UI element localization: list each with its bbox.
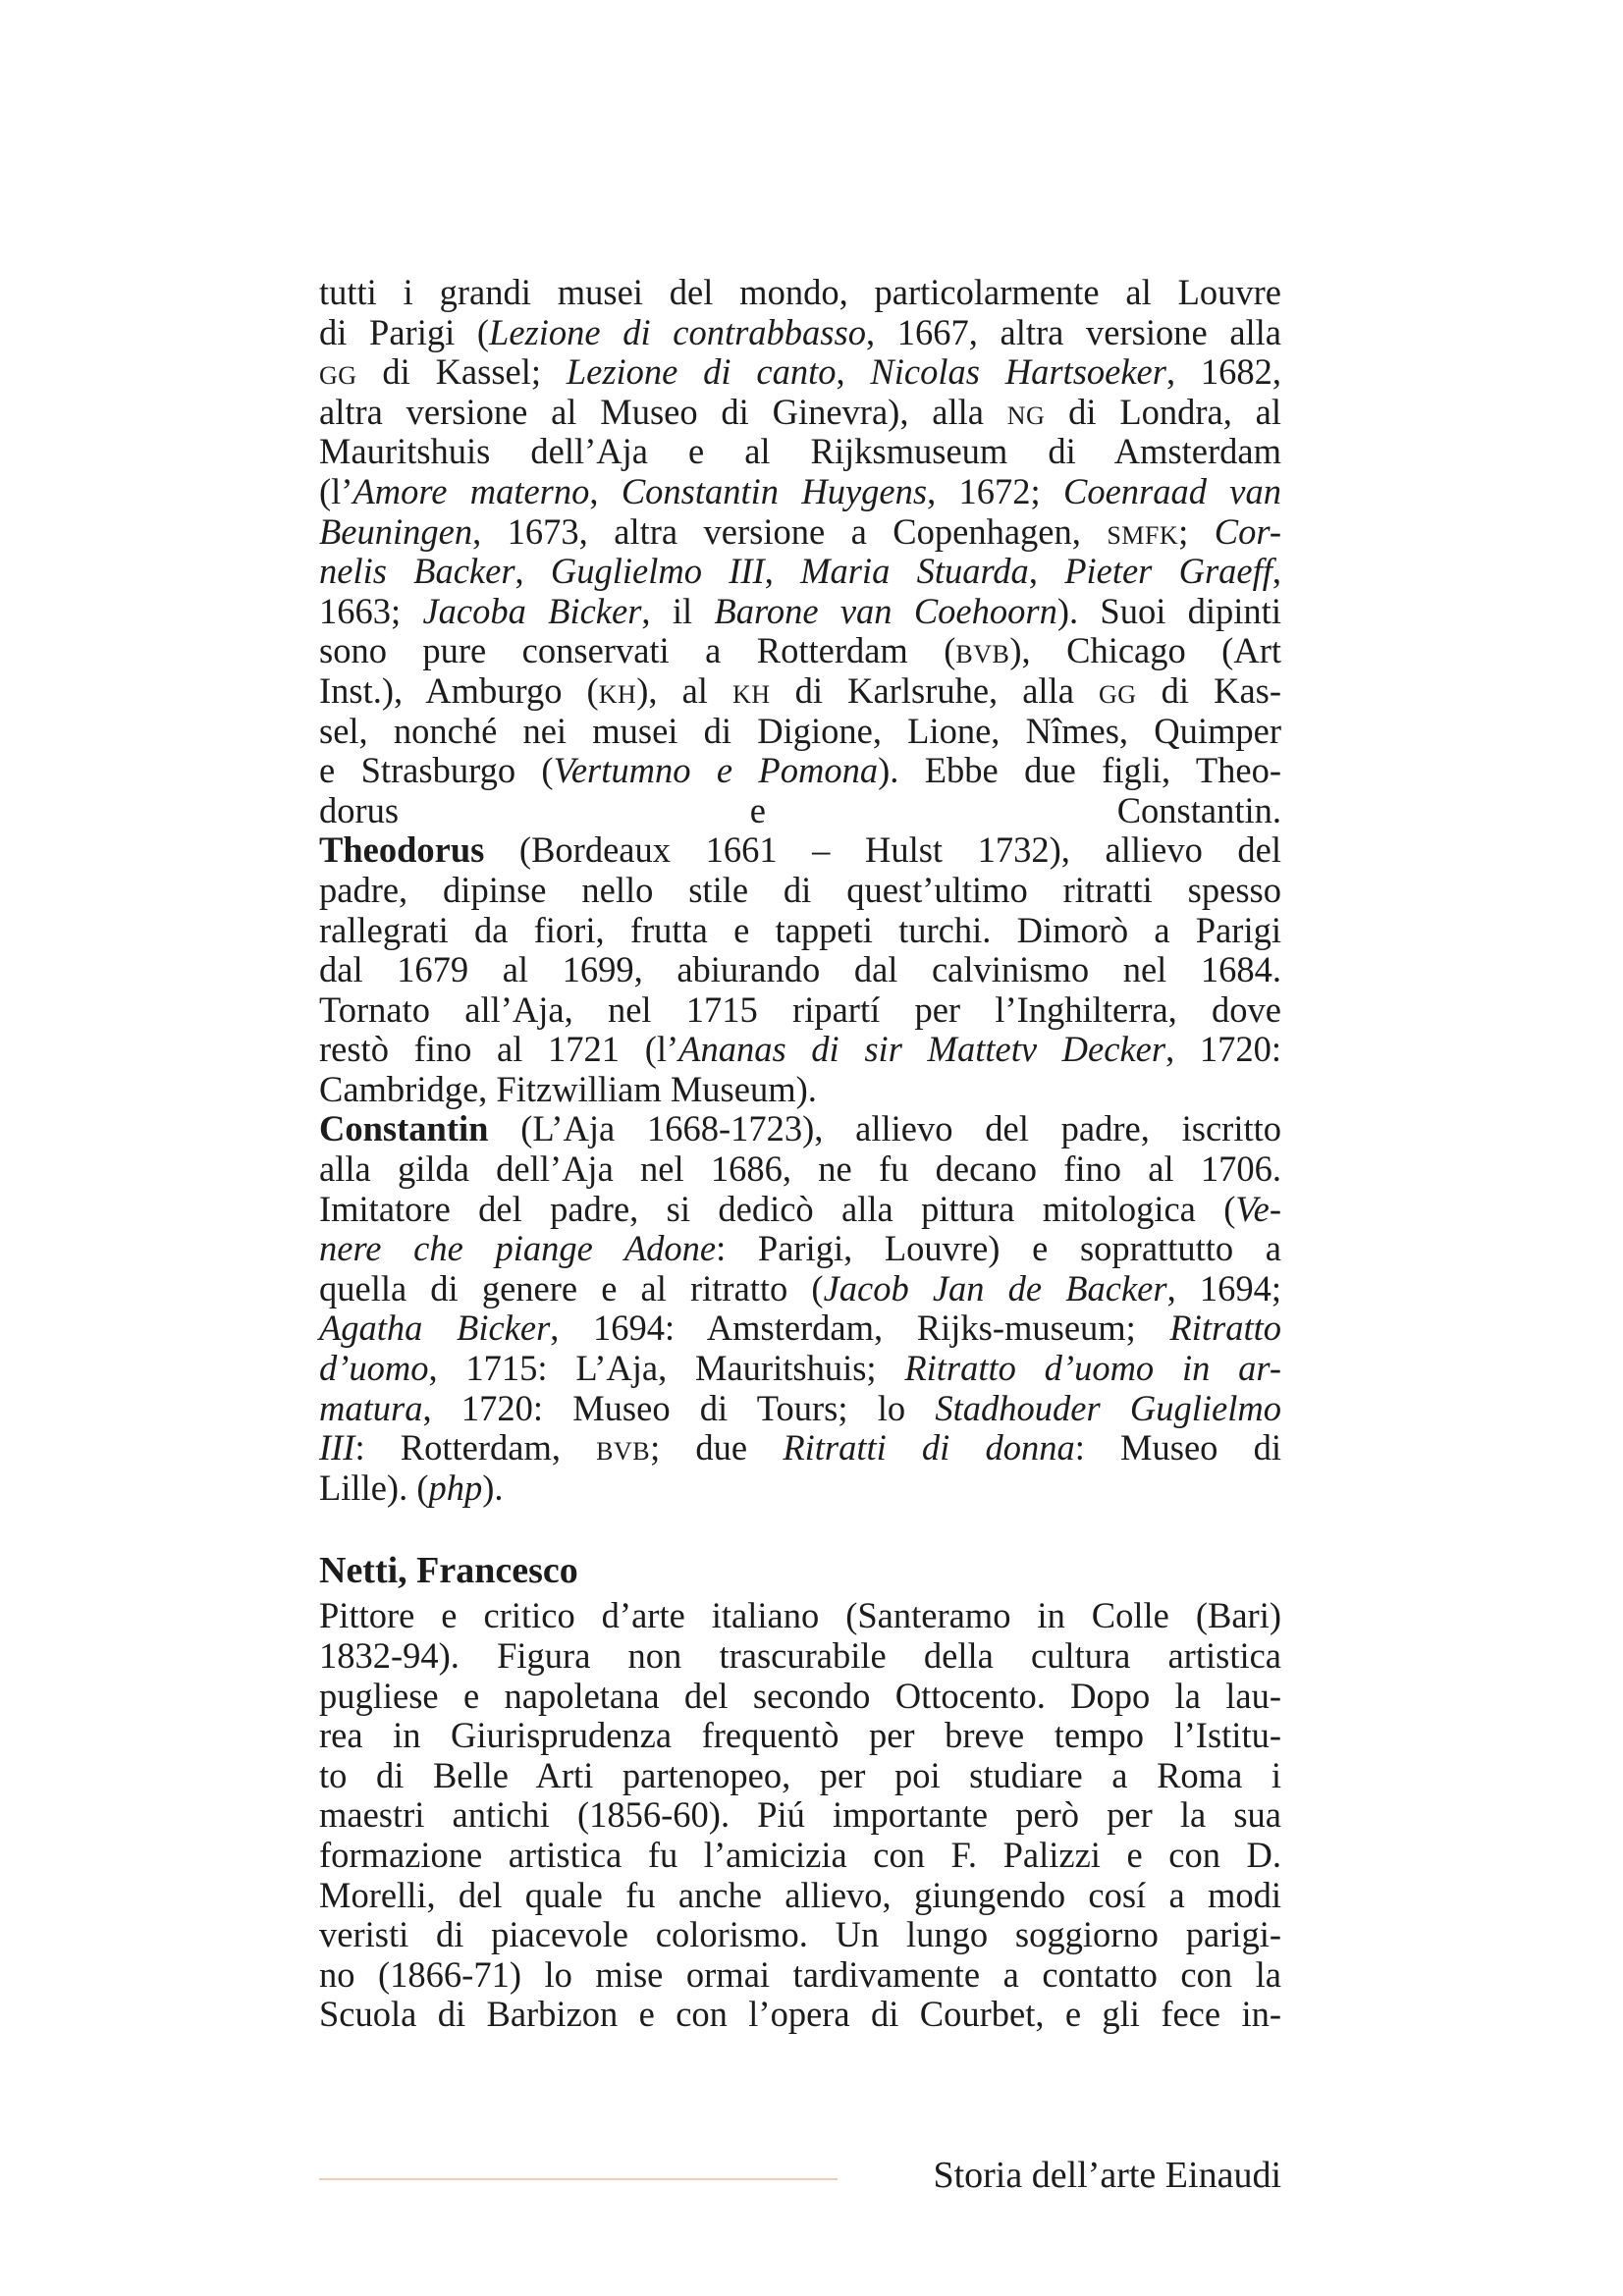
text-run: formazione artistica fu l’amicizia con F. Palizzi e con D. [319, 1834, 1281, 1875]
entry-heading: Netti, Francesco [319, 1550, 578, 1592]
text-run: padre, dipinse nello stile di quest’ultimo ritratti spesso [319, 869, 1281, 910]
text-line [319, 1109, 1281, 1149]
abbreviation: gg [1098, 669, 1137, 711]
text-line [319, 871, 1281, 911]
text-run: e Strasburgo ( [319, 750, 554, 791]
text-run: dal 1679 al 1699, abiurando dal calvinismo nel 1684. [319, 949, 1281, 990]
text-run: veristi di piacevole colorismo. Un lungo soggiorno parigi- [319, 1914, 1281, 1955]
italic-title: Jacoba Bicker [422, 590, 642, 631]
text-run: : Museo di [1074, 1427, 1281, 1468]
text-line [319, 273, 1281, 313]
italic-title: Constantin Huygens [621, 470, 928, 511]
text-run: Cambridge, Fitzwilliam Museum). [319, 1068, 817, 1109]
text-line [319, 313, 1281, 353]
text-run: , 1715: L’Aja, Mauritshuis; [428, 1348, 905, 1389]
text-run: pugliese e napoletana del secondo Ottocento. Dopo la lau- [319, 1675, 1281, 1716]
text-line [319, 990, 1281, 1031]
text-line [319, 432, 1281, 472]
text-line [319, 592, 1281, 632]
text-run: di Kassel; [356, 351, 567, 393]
text-run: , [1028, 551, 1065, 592]
abbreviation: gg [319, 351, 357, 393]
italic-title: Nicolas Hartsoeker [870, 351, 1166, 393]
text-run: sel, nonché nei musei di Digione, Lione, Nîmes, Quimper [319, 710, 1281, 751]
text-line [319, 712, 1281, 752]
text-run: to di Belle Arti partenopeo, per poi studiare a Roma i [319, 1754, 1281, 1795]
text-run: , [836, 351, 871, 393]
text-run: rea in Giurisprudenza frequentò per breve tempo l’Istitu- [319, 1715, 1281, 1756]
italic-title: Ananas di sir Mattetv Decker [678, 1029, 1166, 1070]
text-line [319, 1836, 1281, 1876]
text-line [319, 472, 1281, 512]
text-run: alla gilda dell’Aja nel 1686, ne fu decano fino al 1706. [319, 1148, 1281, 1190]
text-line [319, 751, 1281, 791]
abbreviation: ng [1006, 391, 1046, 432]
italic-title: nelis Backer [319, 551, 515, 592]
text-line [319, 1468, 1281, 1509]
text-line [319, 1190, 1281, 1230]
abbreviation: kh [732, 669, 771, 711]
abbreviation: bvb [596, 1427, 651, 1468]
text-run: Inst.), Amburgo ( [319, 669, 599, 711]
italic-title: Jacob Jan de Backer [823, 1267, 1167, 1308]
text-run: sono pure conservati a Rotterdam ( [319, 630, 956, 671]
italic-title: Guglielmo III [550, 551, 765, 592]
text-line [319, 791, 1281, 831]
italic-title: Ve- [1235, 1188, 1281, 1229]
text-line [319, 352, 1281, 393]
text-run: ), Chicago (Art [1009, 630, 1281, 671]
text-run: quella di genere e al ritratto ( [319, 1267, 824, 1308]
text-run: : Rotterdam, [354, 1427, 597, 1468]
text-run: , 1667, altra versione alla [865, 311, 1281, 352]
text-run: maestri antichi (1856-60). Piú importante però per la sua [319, 1794, 1281, 1836]
text-run: dorus e Constantin. [319, 789, 1281, 830]
text-line [319, 1428, 1281, 1468]
italic-title: nere che piange Adone [319, 1228, 717, 1269]
text-line [319, 950, 1281, 990]
text-run: Tornato all’Aja, nel 1715 ripartí per l’Inghilterra, dove [319, 988, 1281, 1030]
text-line [319, 1677, 1281, 1717]
text-run: , 1694: Amsterdam, Rijks-museum; [550, 1308, 1170, 1349]
text-run: Mauritshuis dell’Aja e al Rijksmuseum di Amsterdam [319, 431, 1281, 472]
text-run: di Kas- [1136, 669, 1281, 711]
text-run: ). Suoi dipinti [1056, 590, 1281, 631]
text-run: ; due [650, 1427, 784, 1468]
text-run: , [589, 470, 622, 511]
italic-title: Agatha Bicker [319, 1308, 551, 1349]
italic-title: Ritratto [1169, 1308, 1281, 1349]
text-run: , 1672; [927, 470, 1063, 511]
text-run: , 1673, altra versione a Copenhagen, [472, 510, 1108, 552]
italic-title: Beuningen [319, 510, 473, 552]
text-line [319, 1915, 1281, 1955]
netti-entry [319, 1596, 1281, 2035]
text-line [319, 1269, 1281, 1309]
text-run: tutti i grandi musei del mondo, particolarmente al Louvre [319, 272, 1281, 312]
footer-title: Storia dell’arte Einaudi [933, 2155, 1281, 2196]
text-line [319, 1596, 1281, 1636]
italic-title: php [428, 1467, 483, 1508]
text-line [319, 830, 1281, 871]
text-line [319, 1349, 1281, 1389]
abbreviation: smfk [1107, 510, 1179, 552]
text-run: , 1720: Museo di Tours; lo [422, 1387, 936, 1428]
text-run: Imitatore del padre, si dedicò alla pittura mitologica ( [319, 1188, 1236, 1229]
text-run: , 1694; [1166, 1267, 1281, 1308]
text-line [319, 552, 1281, 592]
constantin-entry [319, 1109, 1281, 1508]
text-line [319, 393, 1281, 433]
italic-title: Stadhouder Guglielmo [935, 1387, 1281, 1428]
text-line [319, 1149, 1281, 1190]
page-footer [319, 2152, 1281, 2201]
text-line [319, 671, 1281, 712]
text-run: , [514, 551, 551, 592]
text-run: di Londra, al [1045, 391, 1281, 432]
text-run: Morelli, del quale fu anche allievo, giungendo cosí a modi [319, 1874, 1281, 1915]
text-line [319, 1876, 1281, 1916]
text-run: altra versione al Museo di Ginevra), alla [319, 391, 1007, 432]
italic-title: Lezione di canto [566, 351, 837, 393]
page-body [319, 273, 1281, 2035]
entry-name: Theodorus [319, 829, 485, 871]
text-run: (l’ [319, 470, 353, 511]
italic-title: III [319, 1427, 355, 1468]
text-line [319, 631, 1281, 671]
italic-title: Vertumno e Pomona [553, 750, 879, 791]
entry-continuation [319, 273, 1281, 830]
text-run: di Karlsruhe, alla [770, 669, 1099, 711]
text-line [319, 1716, 1281, 1756]
text-line [319, 1389, 1281, 1429]
text-run: , 1682, [1165, 351, 1282, 393]
text-run: , 1720: [1165, 1029, 1281, 1070]
text-run: restò fino al 1721 (l’ [319, 1029, 679, 1070]
italic-title: Maria Stuarda [800, 551, 1029, 592]
text-run: Pittore e critico d’arte italiano (Santeramo in Colle (Bari) [319, 1595, 1281, 1636]
text-run: ). [482, 1467, 504, 1508]
text-run: ), al [636, 669, 733, 711]
italic-title: Ritratto d’uomo in ar- [904, 1348, 1281, 1389]
text-line [319, 1229, 1281, 1269]
text-run: : Parigi, Louvre) e soprattutto a [716, 1228, 1281, 1269]
italic-title: Amore materno [352, 470, 590, 511]
text-run: , [1271, 551, 1282, 592]
text-run: ). Ebbe due figli, Theo- [878, 750, 1281, 791]
text-line [319, 1070, 1281, 1110]
text-run: Scuola di Barbizon e con l’opera di Courbet, e gli fece in- [319, 1994, 1281, 2035]
text-run: Lille). ( [319, 1467, 429, 1508]
text-run: rallegrati da fiori, frutta e tappeti turchi. Dimorò a Parigi [319, 909, 1281, 950]
text-line [319, 911, 1281, 951]
italic-title: Coenraad van [1062, 470, 1281, 511]
entry-name: Constantin [319, 1108, 489, 1149]
text-run: 1663; [319, 590, 423, 631]
text-run: , il [641, 590, 715, 631]
text-line [319, 1030, 1281, 1070]
text-line [319, 1795, 1281, 1836]
abbreviation: kh [598, 669, 637, 711]
italic-title: matura [319, 1387, 423, 1428]
text-line [319, 512, 1281, 553]
italic-title: Lezione di contrabbasso [489, 311, 866, 352]
text-line [319, 1756, 1281, 1796]
text-line [319, 1636, 1281, 1677]
abbreviation: bvb [955, 630, 1010, 671]
text-line [319, 1995, 1281, 2035]
italic-title: Cor- [1214, 510, 1281, 552]
italic-title: Pieter Graeff [1064, 551, 1272, 592]
text-line [319, 1955, 1281, 1996]
text-run: (Bordeaux 1661 – Hulst 1732), allievo del [484, 829, 1281, 871]
italic-title: Ritratti di donna [783, 1427, 1075, 1468]
italic-title: Barone van Coehoorn [714, 590, 1057, 631]
text-run: di Parigi ( [319, 311, 490, 352]
italic-title: d’uomo [319, 1348, 429, 1389]
text-run: ; [1178, 510, 1215, 552]
text-line [319, 1308, 1281, 1349]
text-run: (L’Aja 1668-1723), allievo del padre, iscritto [488, 1108, 1281, 1149]
text-run: , [764, 551, 801, 592]
text-run: no (1866-71) lo mise ormai tardivamente a contatto con la [319, 1953, 1281, 1995]
theodorus-entry [319, 830, 1281, 1109]
text-run: 1832-94). Figura non trascurabile della cultura artistica [319, 1635, 1281, 1676]
footer-rule [319, 2178, 838, 2180]
